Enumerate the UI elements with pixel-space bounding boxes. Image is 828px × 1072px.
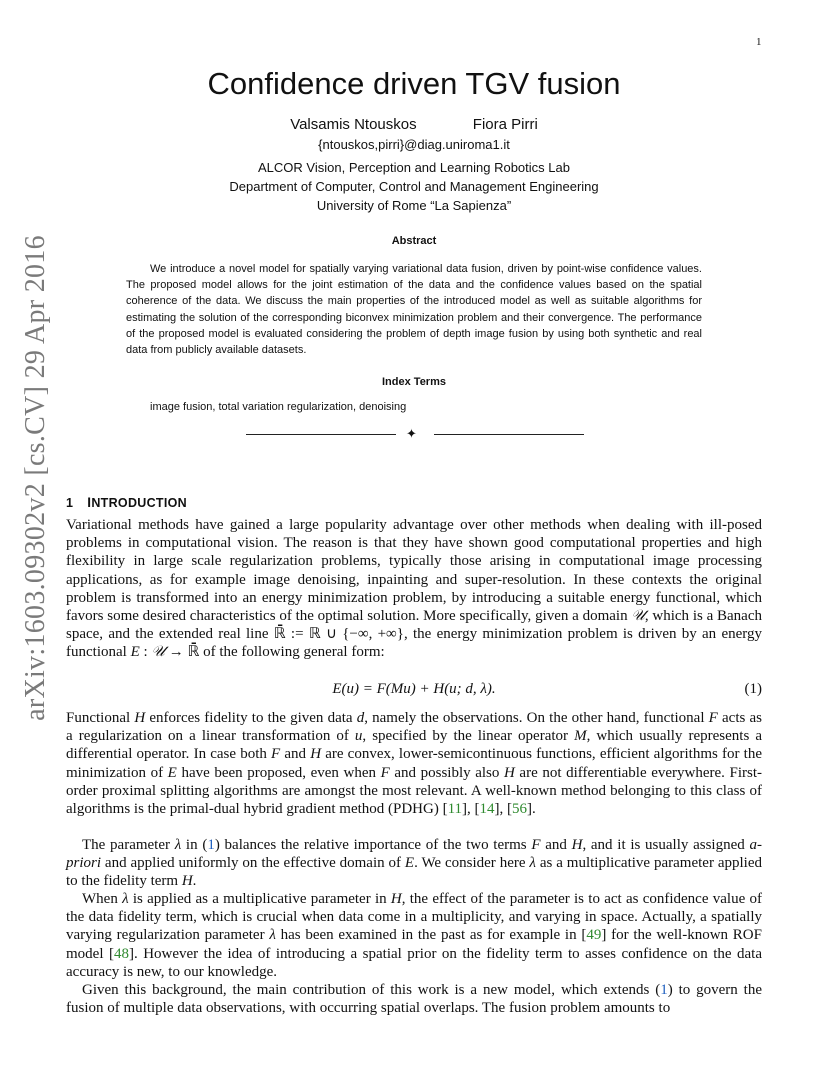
intro-paragraph-1: Variational methods have gained a large popularity advantage over other methods when dealing with ill-posed problems in computational vision. The reason is that they have shown good computational properties and high flexibility in large scale regularization problems, typically those arising in computational image processing applications, as for example image denoising, inpainting and super-resolution. In these contexts the original problem is transformed into an energy minimization problem, by introducing a suitable energy functional, which favors some desired characteristics of the optimal solution. More specifically, given a domain 𝒰, which is a Banach space, and the extended real line ℝ̄ := ℝ ∪ {−∞, +∞}, the energy minimization problem is driven by an energy functional E : 𝒰 → ℝ̄ of the following general form: xyxy=(66,517,762,661)
page-number: 1 xyxy=(756,36,762,48)
intro-paragraph-3: The parameter λ in (1) balances the relative importance of the two terms F and H, and it is usually assigned a-priori and applied uniformly on the effective domain of E. We consider here λ as a multiplicative parameter applied to the fidelity term H. xyxy=(66,837,762,890)
equation-number: (1) xyxy=(744,681,762,697)
citation-link[interactable]: 56 xyxy=(512,801,528,818)
author-name: Fiora Pirri xyxy=(472,116,538,133)
abstract-text: We introduce a novel model for spatially varying variational data fusion, driven by point-wise confidence values. The proposed model allows for the joint estimation of the data and the confidence values based on the spatial coherence of the data. We discuss the main properties of the introduced model as well as suitable algorithms for estimating the solution of the corresponding biconvex minimization problem and their convergence. The performance of the proposed model is evaluated considering the problem of depth image fusion by using both synthetic and real data from publicly available datasets. xyxy=(126,263,702,357)
divider-line xyxy=(246,434,396,435)
index-terms-text: image fusion, total variation regularization, denoising xyxy=(150,401,407,413)
divider-line xyxy=(434,434,584,435)
author-list xyxy=(0,116,828,133)
abstract-heading: Abstract xyxy=(391,235,437,247)
paper-title: Confidence driven TGV fusion xyxy=(207,66,621,101)
section-title-initial: I xyxy=(87,495,92,510)
arxiv-identifier-stamp: arXiv:1603.09302v2 [cs.CV] 29 Apr 2016 xyxy=(20,235,51,721)
intro-paragraph-2: Functional H enforces fidelity to the given data d, namely the observations. On the other hand, functional F acts as a regularization on a linear transformation of u, specified by the linear operator M, which usually represents a differential operator. In case both F and H are convex, lower-semicontinuous functions, efficient algorithms for the minimization of E have been proposed, even when F and possibly also H are not differentiable everywhere. First-order proximal splitting algorithms are amongst the most relevant. A well-known method belonging to this class of algorithms is the primal-dual hybrid gradient method (PDHG) [11], [14], [56]. xyxy=(66,710,762,818)
affiliation-lab: ALCOR Vision, Perception and Learning Robotics Lab xyxy=(258,160,570,175)
section-heading xyxy=(66,495,187,510)
affiliation-department: Department of Computer, Control and Management Engineering xyxy=(229,179,599,194)
citation-link[interactable]: 14 xyxy=(479,801,495,818)
equation-reference-link[interactable]: 1 xyxy=(660,982,668,998)
author-email: {ntouskos,pirri}@diag.uniroma1.it xyxy=(318,137,510,152)
author-name: Valsamis Ntouskos xyxy=(290,116,417,133)
equation-reference-link[interactable]: 1 xyxy=(207,837,215,853)
affiliation-university: University of Rome “La Sapienza” xyxy=(316,198,512,213)
citation-link[interactable]: 48 xyxy=(113,945,129,962)
equation-body: E(u) = F(Mu) + H(u; d, λ). xyxy=(332,681,496,697)
section-number: 1 xyxy=(66,496,74,510)
index-terms-heading: Index Terms xyxy=(382,376,446,388)
citation-link[interactable]: 11 xyxy=(447,801,463,818)
section-divider xyxy=(246,427,584,441)
equation-1 xyxy=(66,681,762,701)
intro-paragraph-4: When λ is applied as a multiplicative parameter in H, the effect of the parameter is to act as confidence value of the data fidelity term, which is crucial when data come in a multiplicity, and varying in space. Actually, a spatially varying regularization parameter λ has been examined in the past as for example in [49] for the well-known ROF model [48]. However the idea of introducing a spatial prior on the fidelity term to asses confidence on the data accuracy is new, to our knowledge. xyxy=(66,891,762,980)
citation-link[interactable]: 49 xyxy=(586,927,602,944)
section-title-rest: NTRODUCTION xyxy=(91,496,187,510)
intro-paragraph-5: Given this background, the main contribution of this work is a new model, which extends (1) to govern the fusion of multiple data observations, with occurring spatial overlaps. The fusion problem amounts to xyxy=(66,982,763,1017)
divider-star-icon: ✦ xyxy=(406,426,417,441)
